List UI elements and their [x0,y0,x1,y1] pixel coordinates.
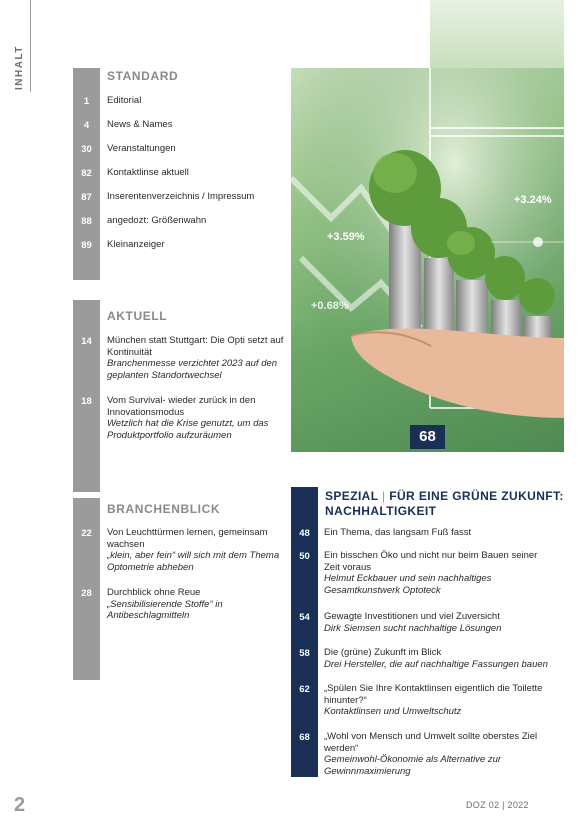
entry-title: „Wohl von Mensch und Umwelt sollte oberstes Ziel werden“ [324,731,538,754]
entry-subtitle: „Sensibilisierende Stoffe“ in Antibeschlagmitteln [107,598,223,621]
page-number: 88 [81,216,92,227]
entry-title: Ein Thema, das langsam Fuß fasst [324,527,472,538]
photo-label-0-68: +0.68% [311,300,349,312]
photo-page-badge[interactable]: 68 [410,425,445,449]
entry-title: Gewagte Investitionen und viel Zuversicht [324,611,500,622]
entry-title: Durchblick ohne Reue [107,587,201,598]
section-title-spezial [325,489,565,519]
entry-title: News & Names [107,119,173,130]
page-number: 48 [299,528,310,539]
spezial-label: SPEZIAL [325,489,379,503]
page-number: 54 [299,612,310,623]
page-number: 58 [299,648,310,659]
entry-subtitle: Branchenmesse verzichtet 2023 auf den geplanten Standortwechsel [107,358,278,381]
entry-title: Kontaktlinse aktuell [107,167,189,178]
page-number: 4 [83,120,90,131]
cover-photo-coins-trees [291,68,564,452]
entry-subtitle: Gemeinwohl-Ökonomie als Alternative zur Gewinnmaximierung [324,754,502,777]
page-number: 14 [81,336,92,347]
page-number: 82 [81,168,92,179]
entry-title: Inserentenverzeichnis / Impressum [107,191,255,202]
entry-title: Die (grüne) Zukunft im Blick [324,647,442,658]
section-title-branchenblick: BRANCHENBLICK [107,502,221,516]
entry-title: Ein bisschen Öko und nicht nur beim Bauen seiner Zeit voraus [324,550,538,573]
entry-subtitle: Drei Hersteller, die auf nachhaltige Fassungen bauen [324,658,548,670]
page-number: 28 [81,588,92,599]
entry-title: Veranstaltungen [107,143,176,154]
page-number: 87 [81,192,92,203]
title-separator: | [382,489,386,503]
entry-title: Von Leuchttürmen lernen, gemeinsam wachsen [107,527,268,550]
section-title-standard: STANDARD [107,69,179,83]
spezial-subtitle: FÜR EINE GRÜNE ZUKUNFT: NACHHALTIGKEIT [325,489,564,518]
page-number-footer: 2 [14,794,26,816]
page-number: 18 [81,396,92,407]
page-number: 1 [83,96,90,107]
entry-title: Kleinanzeiger [107,239,165,250]
magazine-issue: DOZ 02 | 2022 [466,800,529,810]
entry-title: München statt Stuttgart: Die Opti setzt auf Kontinuität [107,335,284,358]
page-number: 50 [299,551,310,562]
entry-title: Vom Survival- wieder zurück in den Innovationsmodus [107,395,256,418]
photo-label-3-24: +3.24% [514,194,552,206]
side-divider [30,0,31,92]
entry-subtitle: Dirk Siemsen sucht nachhaltige Lösungen [324,622,502,634]
entry-subtitle: Kontaktlinsen und Umweltschutz [324,706,462,717]
page-number: 62 [299,684,310,695]
page-number: 68 [299,732,310,743]
section-title-aktuell: AKTUELL [107,309,168,323]
entry-subtitle: Helmut Eckbauer und sein nachhaltiges Gesamtkunstwerk Optoteck [324,573,492,596]
entry-subtitle: Wetzlich hat die Krise genutzt, um das Produktportfolio aufzuräumen [107,418,269,441]
entry-title: Editorial [107,95,142,106]
entry-subtitle: „klein, aber fein“ will sich mit dem Thema Optometrie abheben [107,550,280,573]
page-number: 22 [81,528,92,539]
photo-top-extension [430,0,564,68]
entry-title: „Spülen Sie Ihre Kontaktlinsen eigentlich die Toilette hinunter?“ [324,683,543,706]
photo-label-3-59: +3.59% [327,231,365,243]
contents-side-label: INHALT [14,45,25,90]
page-number: 89 [81,240,92,251]
entry-title: angedozt: Größenwahn [107,215,207,226]
page-number: 30 [81,144,92,155]
